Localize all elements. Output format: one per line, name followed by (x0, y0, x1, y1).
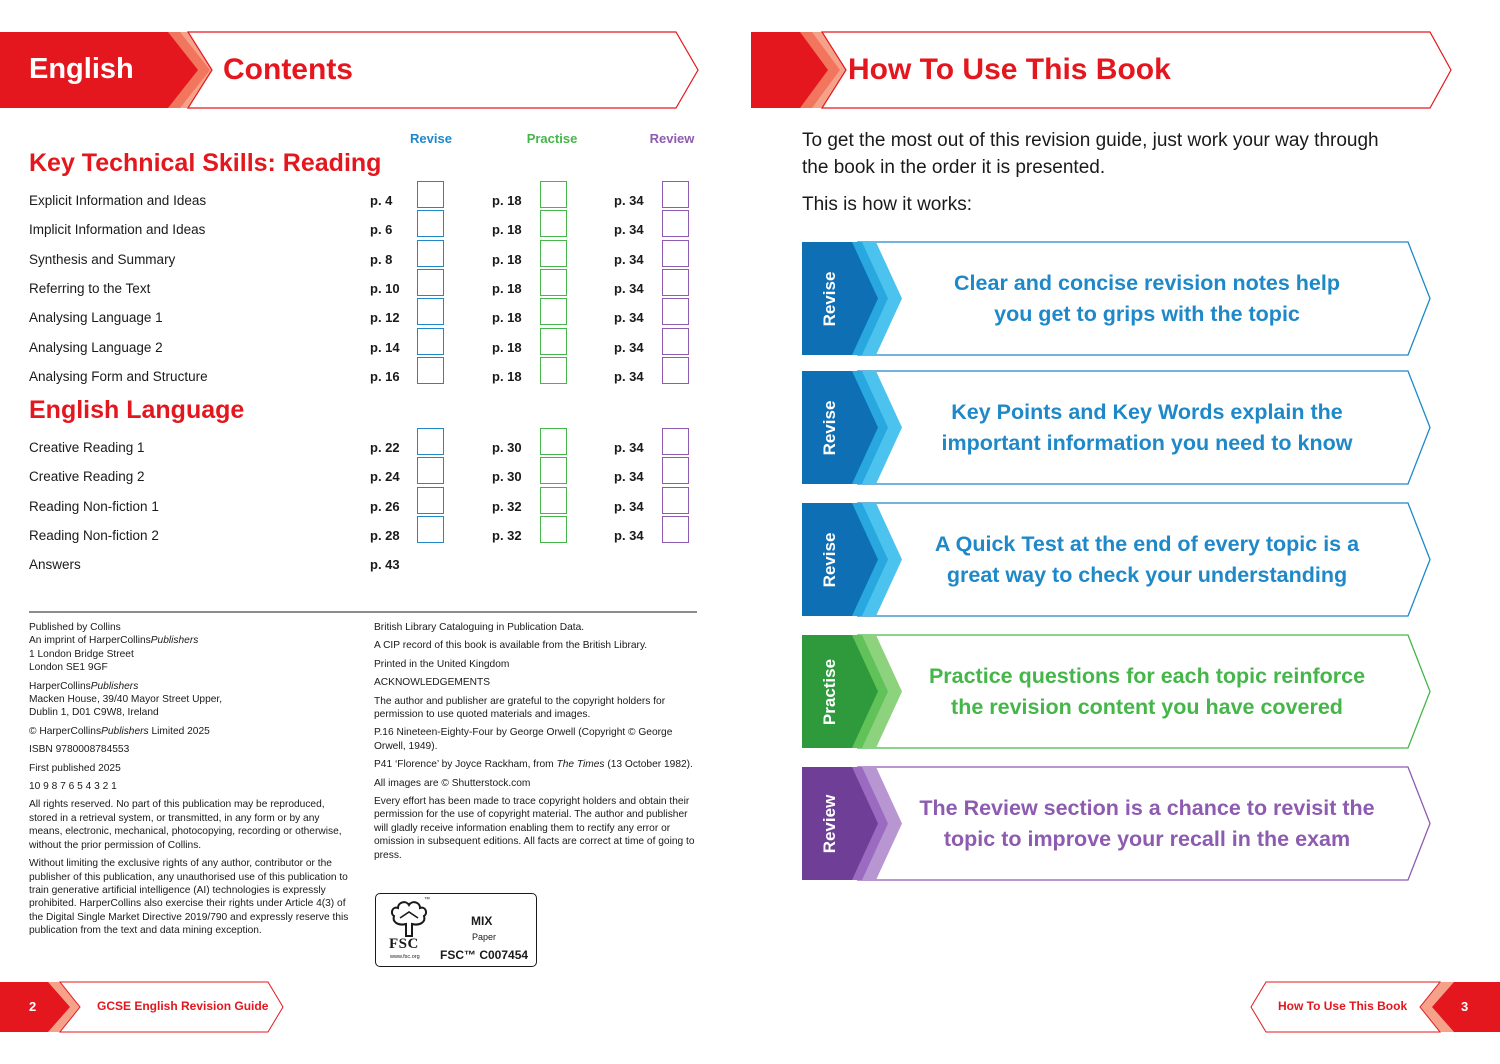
ribbon-line-2: the revision content you have covered (951, 694, 1343, 719)
printed-in: Printed in the United Kingdom (374, 658, 510, 670)
row-topic: Creative Reading 2 (29, 469, 145, 484)
row-topic: Reading Non-fiction 1 (29, 499, 159, 514)
fsc-tree-icon (384, 898, 436, 938)
contents-title: Contents (223, 53, 353, 86)
publisher-line: Published by Collins (29, 622, 121, 633)
fsc-tm: ™ (424, 897, 430, 903)
hc-address-1: Macken House, 39/40 Mayor Street Upper, (29, 694, 223, 706)
row-page-practise: p. 18 (492, 281, 522, 296)
footer-label-left: GCSE English Revision Guide (97, 999, 269, 1013)
row-page-revise: p. 4 (370, 193, 393, 208)
ribbon-line-1: Clear and concise revision notes help (954, 270, 1340, 295)
intro-paragraph: To get the most out of this revision guide, just work your way through the book in the order it is presented. (802, 130, 1379, 178)
row-page-revise: p. 8 (370, 252, 393, 267)
column-head-practise: Practise (526, 131, 578, 146)
row-page-review: p. 34 (614, 252, 644, 267)
row-page-review: p. 34 (614, 193, 644, 208)
row-page-review: p. 34 (614, 369, 644, 384)
fsc-logo-text: FSC (389, 936, 419, 952)
row-page-revise: p. 10 (370, 281, 400, 296)
copyright-italic: Publishers (101, 725, 149, 737)
row-page-revise: p. 14 (370, 340, 400, 355)
row-page-review: p. 34 (614, 310, 644, 325)
ribbon-description (902, 397, 1392, 459)
ribbon-line-2: important information you need to know (941, 430, 1353, 455)
row-topic: Analysing Language 1 (29, 310, 163, 325)
column-head-review: Review (649, 131, 695, 146)
row-topic: Synthesis and Summary (29, 252, 176, 267)
ack-2: P.16 Nineteen-Eighty-Four by George Orwell (Copyright © George Orwell, 1949). (374, 727, 673, 752)
fsc-paper: Paper (472, 932, 497, 942)
row-page-review: p. 34 (614, 281, 644, 296)
row-topic: Reading Non-fiction 2 (29, 528, 159, 543)
ack-1: The author and publisher are grateful to the copyright holders for permission to use quoted materials and images. (374, 695, 666, 721)
print-line: 10 9 8 7 6 5 4 3 2 1 (29, 781, 117, 793)
row-page-practise: p. 18 (492, 369, 522, 384)
intro-how-it-works: This is how it works: (802, 194, 972, 215)
ribbon-label-revise: Revise (820, 271, 839, 326)
cip-line-2: A CIP record of this book is available from the British Library. (374, 640, 648, 652)
row-page-practise: p. 30 (492, 440, 522, 455)
row-page-revise: p. 22 (370, 440, 400, 455)
subject-tab-label: English (29, 53, 134, 85)
row-topic: Creative Reading 1 (29, 440, 145, 455)
row-page-practise: p. 32 (492, 528, 522, 543)
ribbon-line-1: Practice questions for each topic reinforce (928, 663, 1366, 688)
answers-page: p. 43 (370, 557, 400, 572)
row-page-practise: p. 32 (492, 499, 522, 514)
section-title-key-skills: Key Technical Skills: Reading (29, 149, 382, 177)
footer-page-number-right: 3 (1461, 999, 1469, 1014)
row-page-review: p. 34 (614, 469, 644, 484)
first-published: First published 2025 (29, 762, 121, 774)
effort-notice: Every effort has been made to trace copyright holders and obtain their permission for the use of copyright material. The author and publisher will gladly receive information enabling them to rectify any error or omission in subsequent editions. All facts are correct at time of going to press. (374, 796, 695, 861)
copyright-suffix: Limited 2025 (148, 725, 210, 737)
row-page-practise: p. 18 (492, 340, 522, 355)
footer-label-right: How To Use This Book (1278, 999, 1408, 1013)
ribbon-description (902, 661, 1392, 723)
row-page-practise: p. 18 (492, 193, 522, 208)
rights-notice: All rights reserved. No part of this publication may be reproduced, stored in a retrieval system, or transmitted, in any form or by any means, electronic, mechanical, photocopying, recording or otherwise, without the prior permission of Collins. (29, 799, 342, 851)
ai-notice: Without limiting the exclusive rights of any author, contributor or the publisher of this publication, any unauthorised use of this publication to train generative artificial intelligence (AI) technologies is expressly prohibited. HarperCollins also exercise their rights under Article 4(3) of the Digital Single Market Directive 2019/790 and expressly reserve this publication from the text and data mining exception. (29, 858, 349, 937)
ack-3-italic: The Times (556, 759, 605, 771)
ack-3-suffix: (13 October 1982). (604, 759, 693, 771)
ribbon-line-1: Key Points and Key Words explain the (951, 399, 1343, 424)
ribbon-line-1: A Quick Test at the end of every topic is a (934, 531, 1360, 556)
row-topic: Referring to the Text (29, 281, 151, 296)
row-page-revise: p. 6 (370, 222, 393, 237)
hc-italic: Publishers (90, 680, 139, 692)
ribbon-label-revise: Revise (820, 400, 839, 455)
fsc-url: www.fsc.org (390, 954, 420, 960)
row-page-review: p. 34 (614, 222, 644, 237)
ribbon-description (902, 793, 1392, 855)
row-page-revise: p. 12 (370, 310, 400, 325)
hc-name: HarperCollins (29, 680, 91, 692)
ribbon-label-practise: Practise (820, 658, 839, 725)
row-page-practise: p. 30 (492, 469, 522, 484)
ribbon-line-2: topic to improve your recall in the exam (943, 826, 1351, 851)
ribbon-label-review: Review (820, 794, 839, 853)
imprint-prefix: An imprint of HarperCollins (29, 635, 151, 647)
answers-topic: Answers (29, 557, 81, 572)
row-page-revise: p. 24 (370, 469, 400, 484)
fsc-code: FSC™ C007454 (440, 948, 529, 962)
row-page-revise: p. 16 (370, 369, 400, 384)
hc-address-2: Dublin 1, D01 C9W8, Ireland (29, 707, 159, 719)
ribbon-line-2: you get to grips with the topic (994, 301, 1300, 326)
row-topic: Analysing Language 2 (29, 340, 163, 355)
ribbon-description (902, 529, 1392, 591)
section-title-english-language: English Language (29, 396, 245, 424)
imprint-italic: Publishers (150, 635, 199, 647)
row-topic: Implicit Information and Ideas (29, 222, 206, 237)
row-page-revise: p. 28 (370, 528, 400, 543)
ribbon-line-1: The Review section is a chance to revisit the (919, 795, 1375, 820)
row-page-review: p. 34 (614, 499, 644, 514)
how-to-title: How To Use This Book (848, 53, 1171, 86)
row-page-review: p. 34 (614, 528, 644, 543)
copyright-prefix: © HarperCollins (29, 725, 102, 737)
row-page-review: p. 34 (614, 340, 644, 355)
row-topic: Analysing Form and Structure (29, 369, 208, 384)
row-page-practise: p. 18 (492, 222, 522, 237)
column-head-revise: Revise (410, 131, 452, 146)
images-credit: All images are © Shutterstock.com (374, 777, 531, 789)
fsc-badge (375, 893, 537, 967)
isbn: ISBN 9780008784553 (29, 744, 130, 756)
cip-line-1: British Library Cataloguing in Publication Data. (374, 622, 585, 633)
row-page-practise: p. 18 (492, 310, 522, 325)
row-topic: Explicit Information and Ideas (29, 193, 207, 208)
ack-title: ACKNOWLEDGEMENTS (374, 677, 491, 689)
row-page-revise: p. 26 (370, 499, 400, 514)
row-page-practise: p. 18 (492, 252, 522, 267)
address-line-1: 1 London Bridge Street (29, 648, 134, 660)
ribbon-label-revise: Revise (820, 532, 839, 587)
row-page-review: p. 34 (614, 440, 644, 455)
fsc-mix: MIX (471, 914, 493, 928)
address-line-2: London SE1 9GF (29, 662, 108, 674)
ack-3-prefix: P41 ‘Florence’ by Joyce Rackham, from (374, 759, 557, 771)
ribbon-description (902, 268, 1392, 330)
ribbon-line-2: great way to check your understanding (946, 562, 1348, 587)
footer-page-number-left: 2 (29, 999, 37, 1014)
